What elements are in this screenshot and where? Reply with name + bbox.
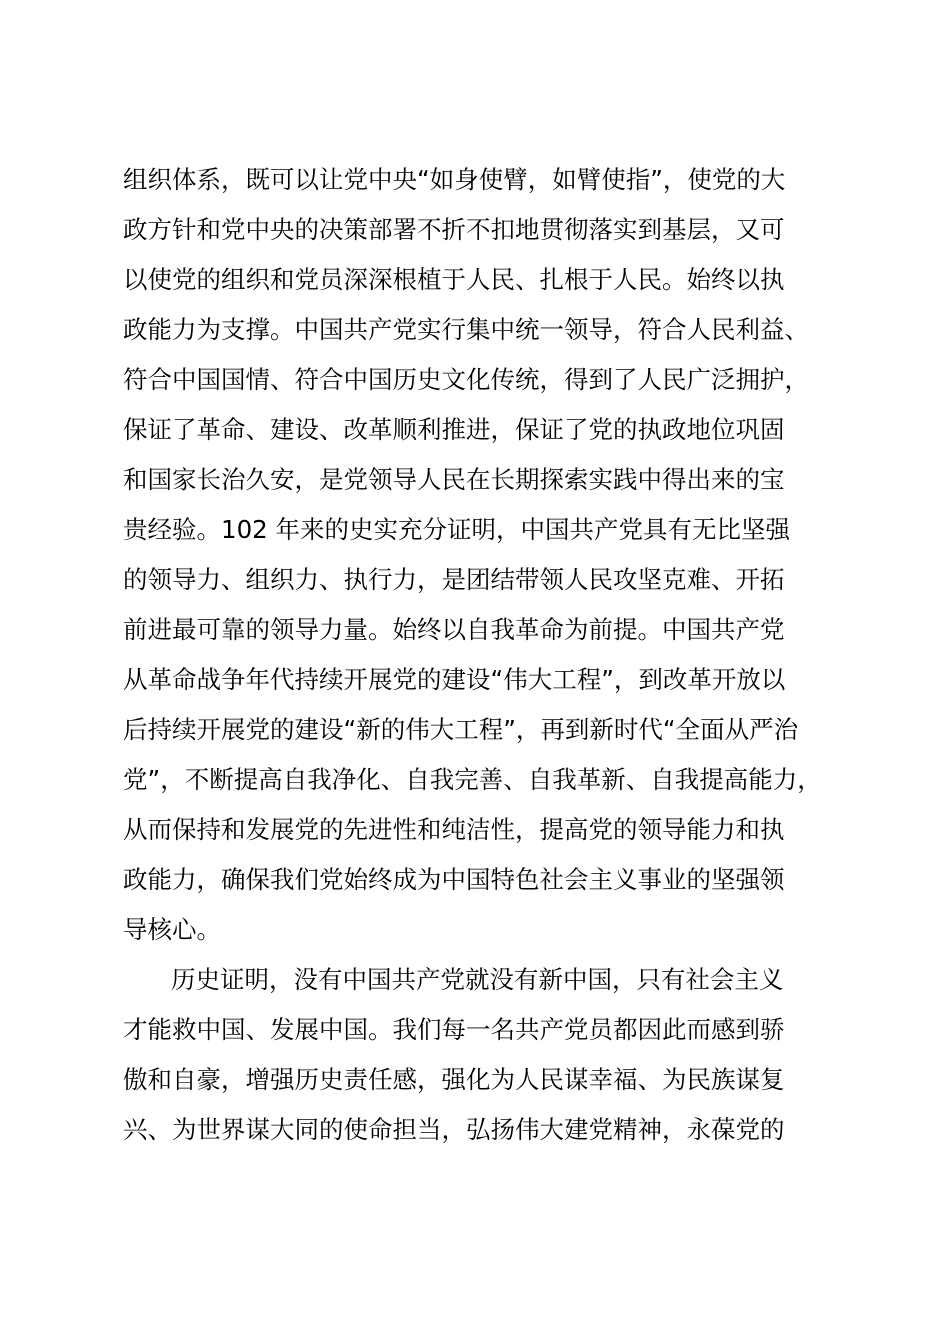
- text-line: 兴、为世界谋大同的使命担当，弘扬伟大建党精神，永葆党的: [123, 1115, 785, 1144]
- text-line: 从革命战争年代持续开展党的建设“伟大工程”，到改革开放以: [123, 665, 786, 694]
- text-line: 历史证明，没有中国共产党就没有新中国，只有社会主义: [171, 965, 784, 994]
- text-line: 贵经验。102 年来的史实充分证明，中国共产党具有无比坚强: [123, 515, 791, 544]
- paragraph-2: [123, 955, 863, 1155]
- text-line: 后持续开展党的建设“新的伟大工程”，再到新时代“全面从严治: [123, 715, 799, 744]
- text-line: 符合中国国情、符合中国历史文化传统，得到了人民广泛拥护，: [123, 365, 809, 394]
- text-line: 才能救中国、发展中国。我们每一名共产党员都因此而感到骄: [123, 1015, 785, 1044]
- text-line: 政能力为支撑。中国共产党实行集中统一领导，符合人民利益、: [123, 315, 809, 344]
- text-line: 组织体系，既可以让党中央“如身使臂，如臂使指”，使党的大: [123, 165, 786, 194]
- text-line: 政方针和党中央的决策部署不折不扣地贯彻落实到基层，又可: [123, 215, 785, 244]
- text-line: 导核心。: [123, 915, 221, 944]
- text-line: 的领导力、组织力、执行力，是团结带领人民攻坚克难、开拓: [123, 565, 785, 594]
- text-line: 傲和自豪，增强历史责任感，强化为人民谋幸福、为民族谋复: [123, 1065, 785, 1094]
- text-line: 前进最可靠的领导力量。始终以自我革命为前提。中国共产党: [123, 615, 785, 644]
- text-line: 以使党的组织和党员深深根植于人民、扎根于人民。始终以执: [123, 265, 785, 294]
- paragraph-1: [123, 155, 863, 955]
- text-line: 保证了革命、建设、改革顺利推进，保证了党的执政地位巩固: [123, 415, 785, 444]
- text-line: 从而保持和发展党的先进性和纯洁性，提高党的领导能力和执: [123, 815, 785, 844]
- document-body: [123, 155, 863, 1155]
- text-line: 和国家长治久安，是党领导人民在长期探索实践中得出来的宝: [123, 465, 785, 494]
- text-line: 政能力，确保我们党始终成为中国特色社会主义事业的坚强领: [123, 865, 785, 894]
- text-line: 党”，不断提高自我净化、自我完善、自我革新、自我提高能力，: [123, 765, 822, 794]
